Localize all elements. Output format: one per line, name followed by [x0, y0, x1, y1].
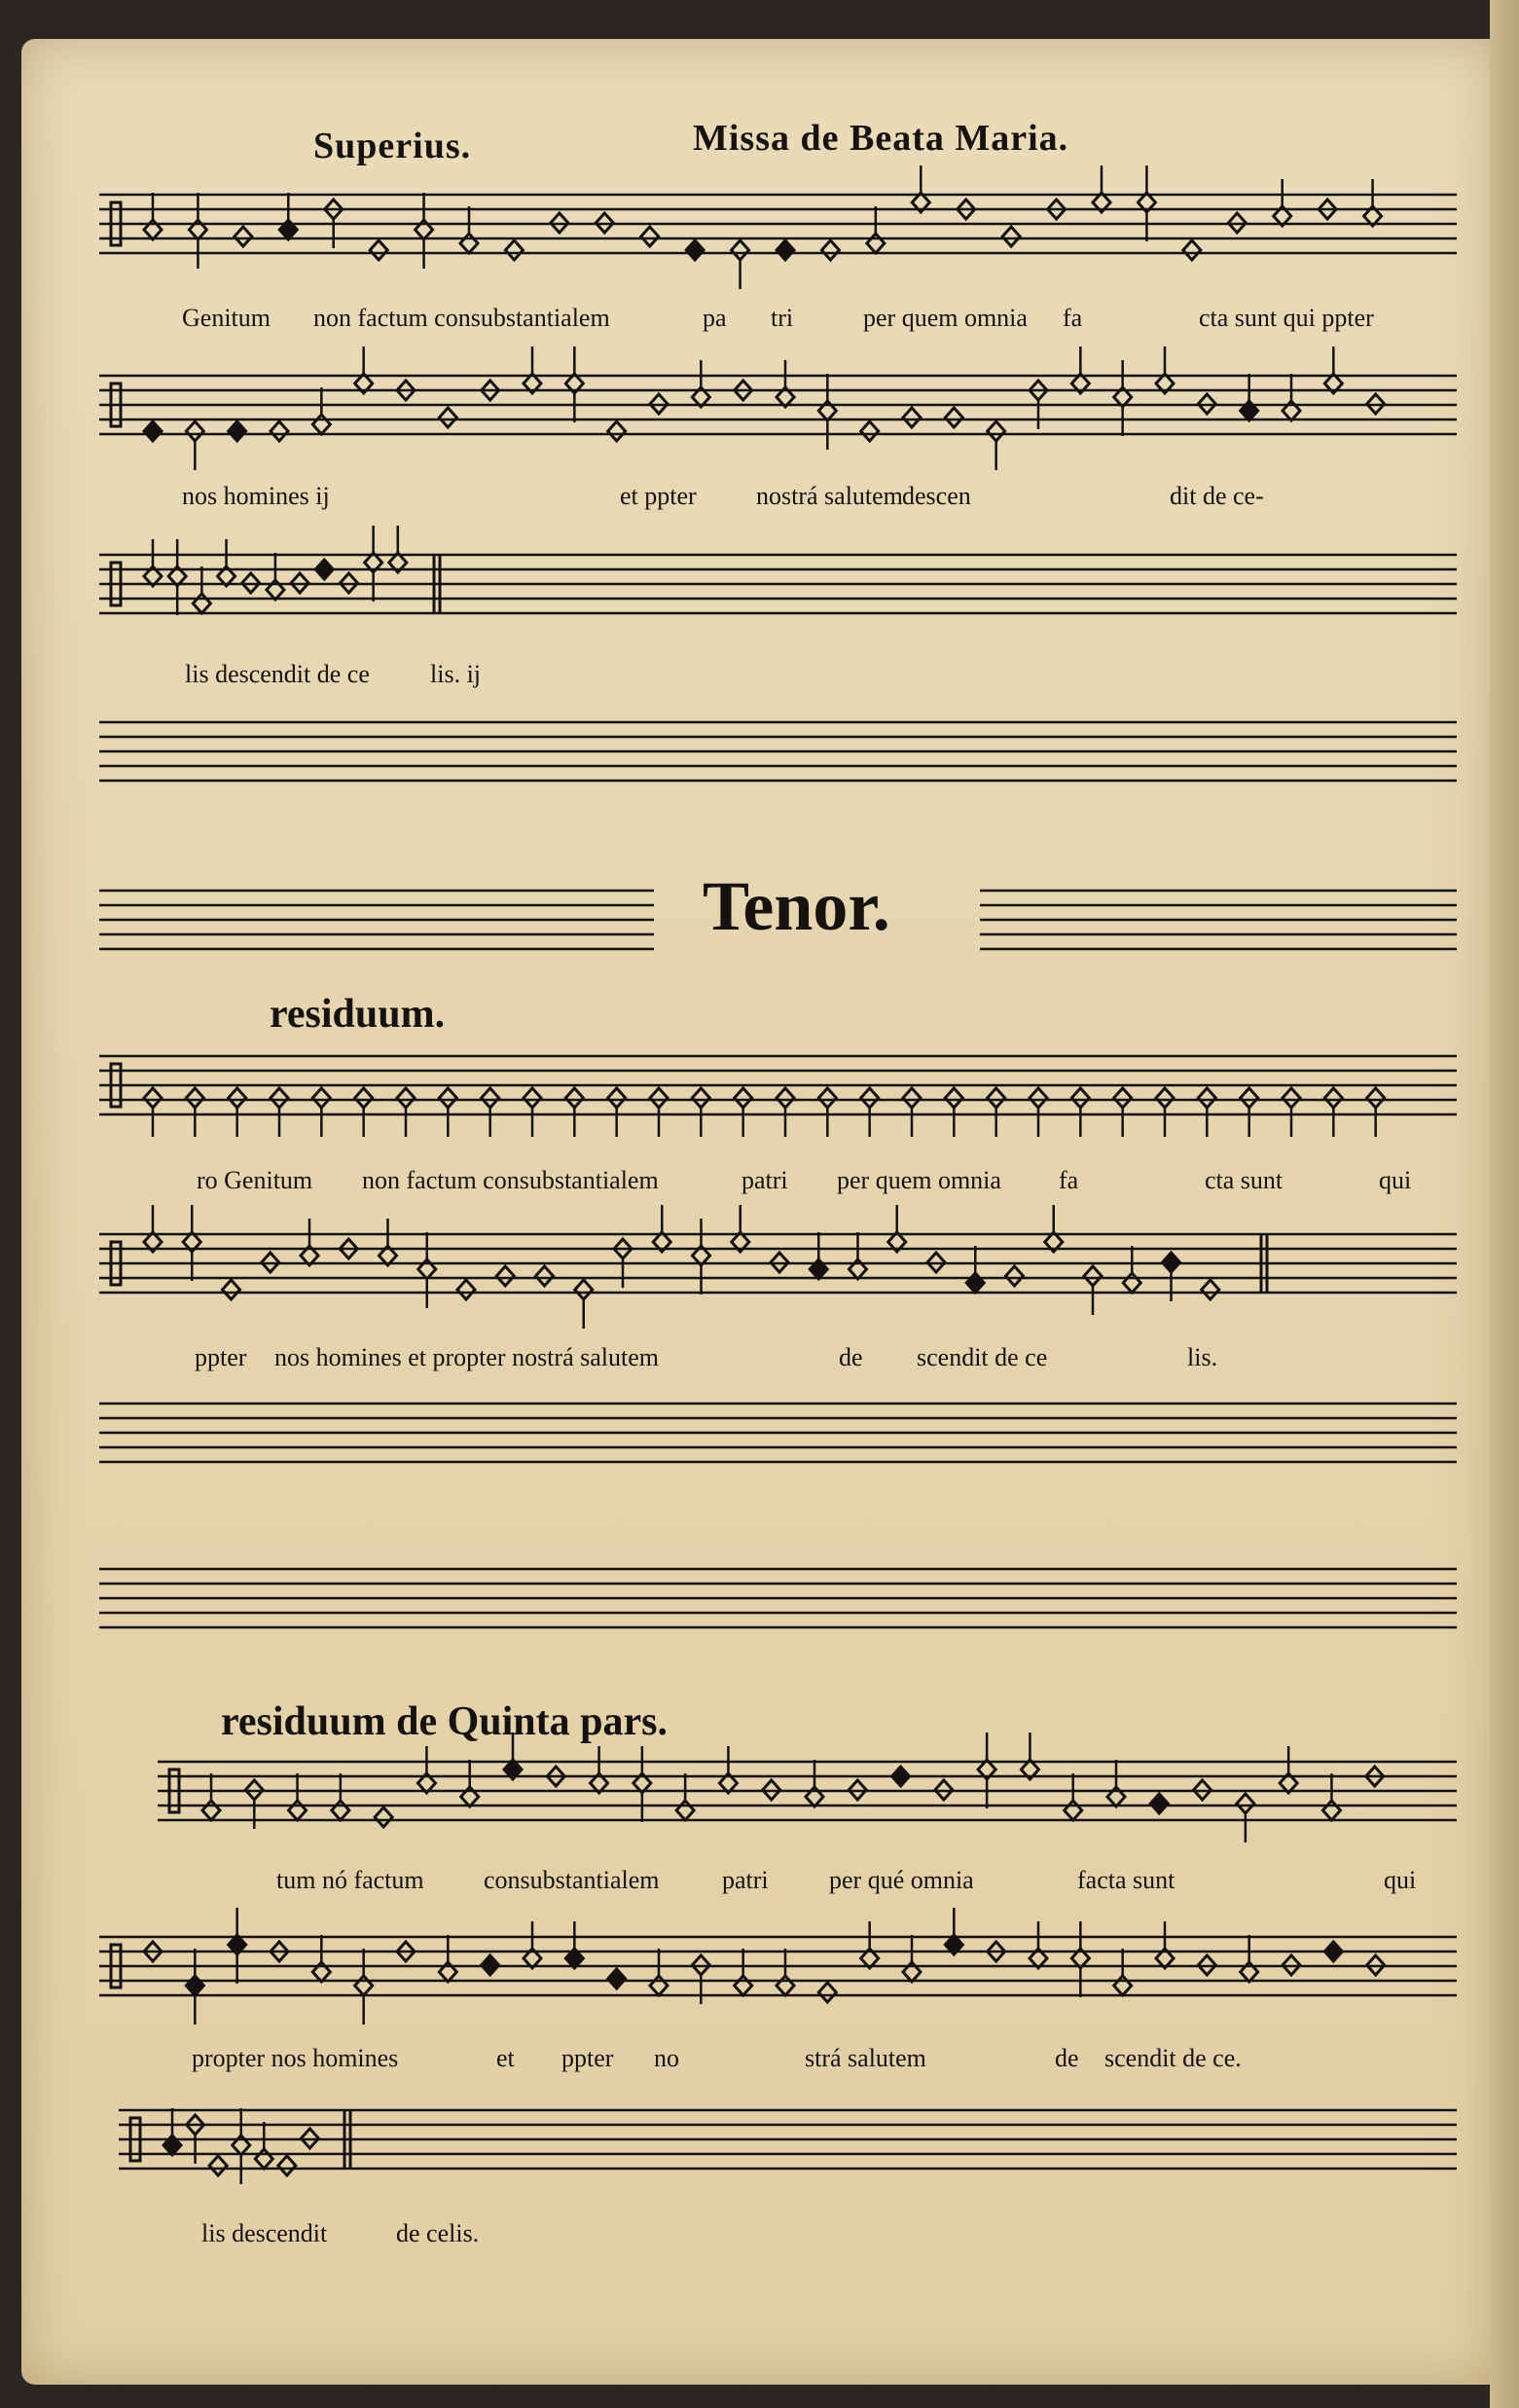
note — [301, 1219, 318, 1265]
lyric: de celis. — [396, 2219, 480, 2247]
note — [255, 2122, 272, 2169]
note — [608, 421, 626, 441]
lyric: per qué omnia — [829, 1866, 974, 1894]
note — [888, 1205, 906, 1252]
note — [189, 193, 206, 269]
note — [1241, 374, 1258, 420]
note — [524, 1088, 541, 1137]
note — [1150, 1794, 1168, 1813]
note — [1202, 1280, 1219, 1299]
lyric: ro Genitum — [197, 1166, 313, 1194]
note — [1114, 360, 1132, 436]
note — [332, 1773, 349, 1820]
note — [565, 1088, 583, 1137]
lyric: ppter — [195, 1343, 247, 1371]
note — [271, 421, 288, 441]
lyric: nostrá salutem — [756, 482, 903, 510]
note — [1324, 1942, 1342, 1961]
lyric: de — [839, 1343, 863, 1371]
note — [810, 1232, 827, 1279]
note — [193, 566, 210, 613]
lyric: fa — [1059, 1166, 1079, 1194]
note — [608, 1969, 626, 1988]
lyric: scendit de ce. — [1104, 2044, 1242, 2072]
note — [439, 1935, 456, 1982]
note — [209, 2156, 227, 2175]
note — [1093, 165, 1110, 212]
note — [1071, 1088, 1089, 1137]
note — [183, 1205, 200, 1281]
note — [591, 1746, 608, 1793]
note — [355, 1088, 373, 1137]
lyric: qui — [1379, 1166, 1412, 1194]
note — [312, 387, 330, 434]
note — [1280, 1746, 1297, 1793]
note — [608, 1088, 626, 1137]
note — [777, 1088, 794, 1137]
note — [1138, 165, 1155, 241]
page-edge — [1490, 0, 1519, 2408]
note — [988, 421, 1005, 470]
note — [418, 1232, 436, 1308]
note — [524, 347, 541, 393]
note — [416, 193, 433, 269]
note — [1071, 1921, 1089, 1997]
lyric: cta sunt — [1205, 1166, 1284, 1194]
note — [806, 1760, 823, 1806]
lyric: consubstantialem — [484, 1866, 660, 1894]
note — [524, 1921, 541, 1968]
note — [1002, 227, 1020, 246]
note — [1030, 1921, 1047, 1968]
lyric: lis descendit de ce — [185, 660, 370, 688]
lyric: lis descendit — [201, 2219, 328, 2247]
note — [1107, 1760, 1125, 1806]
note — [186, 1949, 203, 2025]
note — [267, 553, 284, 600]
note — [380, 1219, 397, 1265]
note — [457, 1280, 475, 1299]
lyric: strá salutem — [805, 2044, 926, 2072]
note — [1156, 1921, 1174, 1968]
note — [565, 347, 583, 422]
note — [945, 1088, 962, 1137]
note — [370, 240, 387, 260]
note — [777, 1949, 794, 1995]
lyric: lis. ij — [430, 660, 482, 688]
note — [365, 526, 382, 602]
note — [1322, 1773, 1340, 1820]
note — [202, 1773, 220, 1820]
note — [229, 1088, 246, 1137]
note — [861, 1088, 879, 1137]
note — [144, 539, 162, 586]
lyric: patri — [722, 1866, 769, 1894]
note — [482, 1088, 499, 1137]
note — [650, 1088, 668, 1137]
tenor-heading: Tenor. — [703, 867, 890, 945]
note — [818, 1088, 836, 1137]
note — [945, 408, 962, 427]
note — [271, 1088, 288, 1137]
note — [1241, 1935, 1258, 1982]
note — [279, 193, 297, 239]
note — [1021, 1733, 1038, 1779]
note — [978, 1733, 995, 1808]
note — [1364, 179, 1382, 226]
note — [233, 2108, 250, 2184]
manuscript-page — [21, 39, 1496, 2385]
note — [144, 193, 162, 239]
lyric: qui — [1384, 1866, 1417, 1894]
lyric: non factum consubstantialem — [313, 304, 610, 332]
note — [1367, 1088, 1385, 1137]
lyric: de — [1055, 2044, 1079, 2072]
note — [229, 1908, 246, 1984]
lyric: per quem omnia — [837, 1166, 1001, 1194]
note — [389, 526, 407, 572]
note — [676, 1773, 694, 1820]
lyric: lis. — [1187, 1343, 1218, 1371]
note — [912, 165, 929, 212]
note — [777, 360, 794, 407]
note — [397, 1088, 415, 1137]
lyric: dit de ce- — [1170, 482, 1264, 510]
note — [861, 1921, 879, 1968]
note — [1071, 347, 1089, 393]
residuum-label: residuum. — [270, 992, 446, 1037]
note — [575, 1280, 593, 1329]
note — [1183, 240, 1201, 260]
note — [312, 1935, 330, 1982]
note — [278, 2156, 296, 2175]
lyric: fa — [1063, 304, 1083, 332]
lyric: per quem omnia — [863, 304, 1028, 332]
lyric: scendit de ce — [917, 1343, 1048, 1371]
note — [892, 1767, 910, 1786]
note — [439, 408, 456, 427]
quinta-pars-label: residuum de Quinta pars. — [221, 1699, 668, 1744]
note — [633, 1746, 651, 1822]
note — [235, 227, 252, 246]
note — [686, 240, 704, 260]
note — [945, 1908, 962, 1954]
music-staves — [21, 39, 1496, 2385]
note — [735, 1088, 752, 1137]
lyric: et — [496, 2044, 515, 2072]
note — [565, 1921, 583, 1968]
lyric: tri — [771, 304, 794, 332]
note — [641, 227, 659, 246]
note — [1065, 1773, 1082, 1820]
note — [229, 421, 246, 441]
note — [163, 2108, 181, 2155]
note — [461, 1760, 479, 1806]
note — [1114, 1949, 1132, 1995]
note — [1283, 1088, 1300, 1137]
note — [1156, 1088, 1174, 1137]
note — [861, 421, 879, 441]
lyric: et ppter — [620, 482, 697, 510]
note — [168, 539, 186, 615]
note — [1156, 347, 1174, 393]
note — [289, 1773, 307, 1820]
note — [867, 206, 885, 253]
lyric: tum nó factum — [276, 1866, 424, 1894]
note — [1324, 347, 1342, 393]
note — [777, 240, 794, 260]
note — [355, 1949, 373, 2025]
superius-label: Superius. — [313, 126, 472, 166]
note — [223, 1280, 240, 1299]
note — [439, 1088, 456, 1137]
note — [650, 1949, 668, 1995]
lyric: Genitum — [182, 304, 271, 332]
lyric: pa — [703, 304, 727, 332]
note — [732, 240, 749, 289]
note — [1237, 1794, 1254, 1842]
lyric: non factum consubstantialem — [362, 1166, 659, 1194]
note — [312, 1088, 330, 1137]
note — [1274, 179, 1291, 226]
mass-title: Missa de Beata Maria. — [693, 118, 1069, 159]
note — [186, 421, 203, 470]
note — [821, 240, 839, 260]
lyric: facta sunt — [1077, 1866, 1175, 1894]
lyric: descen — [902, 482, 971, 510]
lyric: nos homines et propter nostrá salutem — [274, 1343, 659, 1371]
note — [903, 1088, 921, 1137]
note — [988, 1088, 1005, 1137]
lyric: ppter — [561, 2044, 614, 2072]
note — [1283, 374, 1300, 420]
note — [315, 560, 333, 579]
note — [1123, 1246, 1140, 1293]
note — [966, 1246, 984, 1293]
note — [818, 1983, 836, 2002]
note — [1045, 1205, 1063, 1252]
note — [460, 206, 478, 253]
note — [903, 408, 921, 427]
note — [1241, 1088, 1258, 1137]
note — [536, 1266, 554, 1286]
lyric: propter nos homines — [192, 2044, 399, 2072]
note — [1324, 1088, 1342, 1137]
note — [903, 1935, 921, 1982]
note — [505, 240, 523, 260]
lyric: nos homines ij — [182, 482, 330, 510]
note — [735, 1949, 752, 1995]
note — [692, 1088, 709, 1137]
note — [1198, 1088, 1215, 1137]
lyric: no — [654, 2044, 679, 2072]
note — [144, 1088, 162, 1137]
note — [732, 1205, 749, 1252]
note — [496, 1266, 514, 1286]
note — [1030, 1088, 1047, 1137]
note — [719, 1746, 737, 1793]
note — [144, 1205, 162, 1252]
note — [693, 1219, 710, 1295]
note — [1084, 1266, 1102, 1315]
lyric: patri — [741, 1166, 788, 1194]
note — [417, 1746, 435, 1793]
note — [375, 1807, 392, 1827]
note — [218, 539, 235, 586]
note — [653, 1205, 670, 1252]
note — [850, 1232, 867, 1279]
note — [144, 421, 162, 441]
lyric: cta sunt qui ppter — [1199, 304, 1374, 332]
note — [186, 1088, 203, 1137]
note — [355, 347, 373, 393]
note — [482, 1955, 499, 1975]
note — [1006, 1266, 1024, 1286]
note — [818, 374, 836, 450]
note — [692, 360, 709, 407]
note — [1114, 1088, 1132, 1137]
